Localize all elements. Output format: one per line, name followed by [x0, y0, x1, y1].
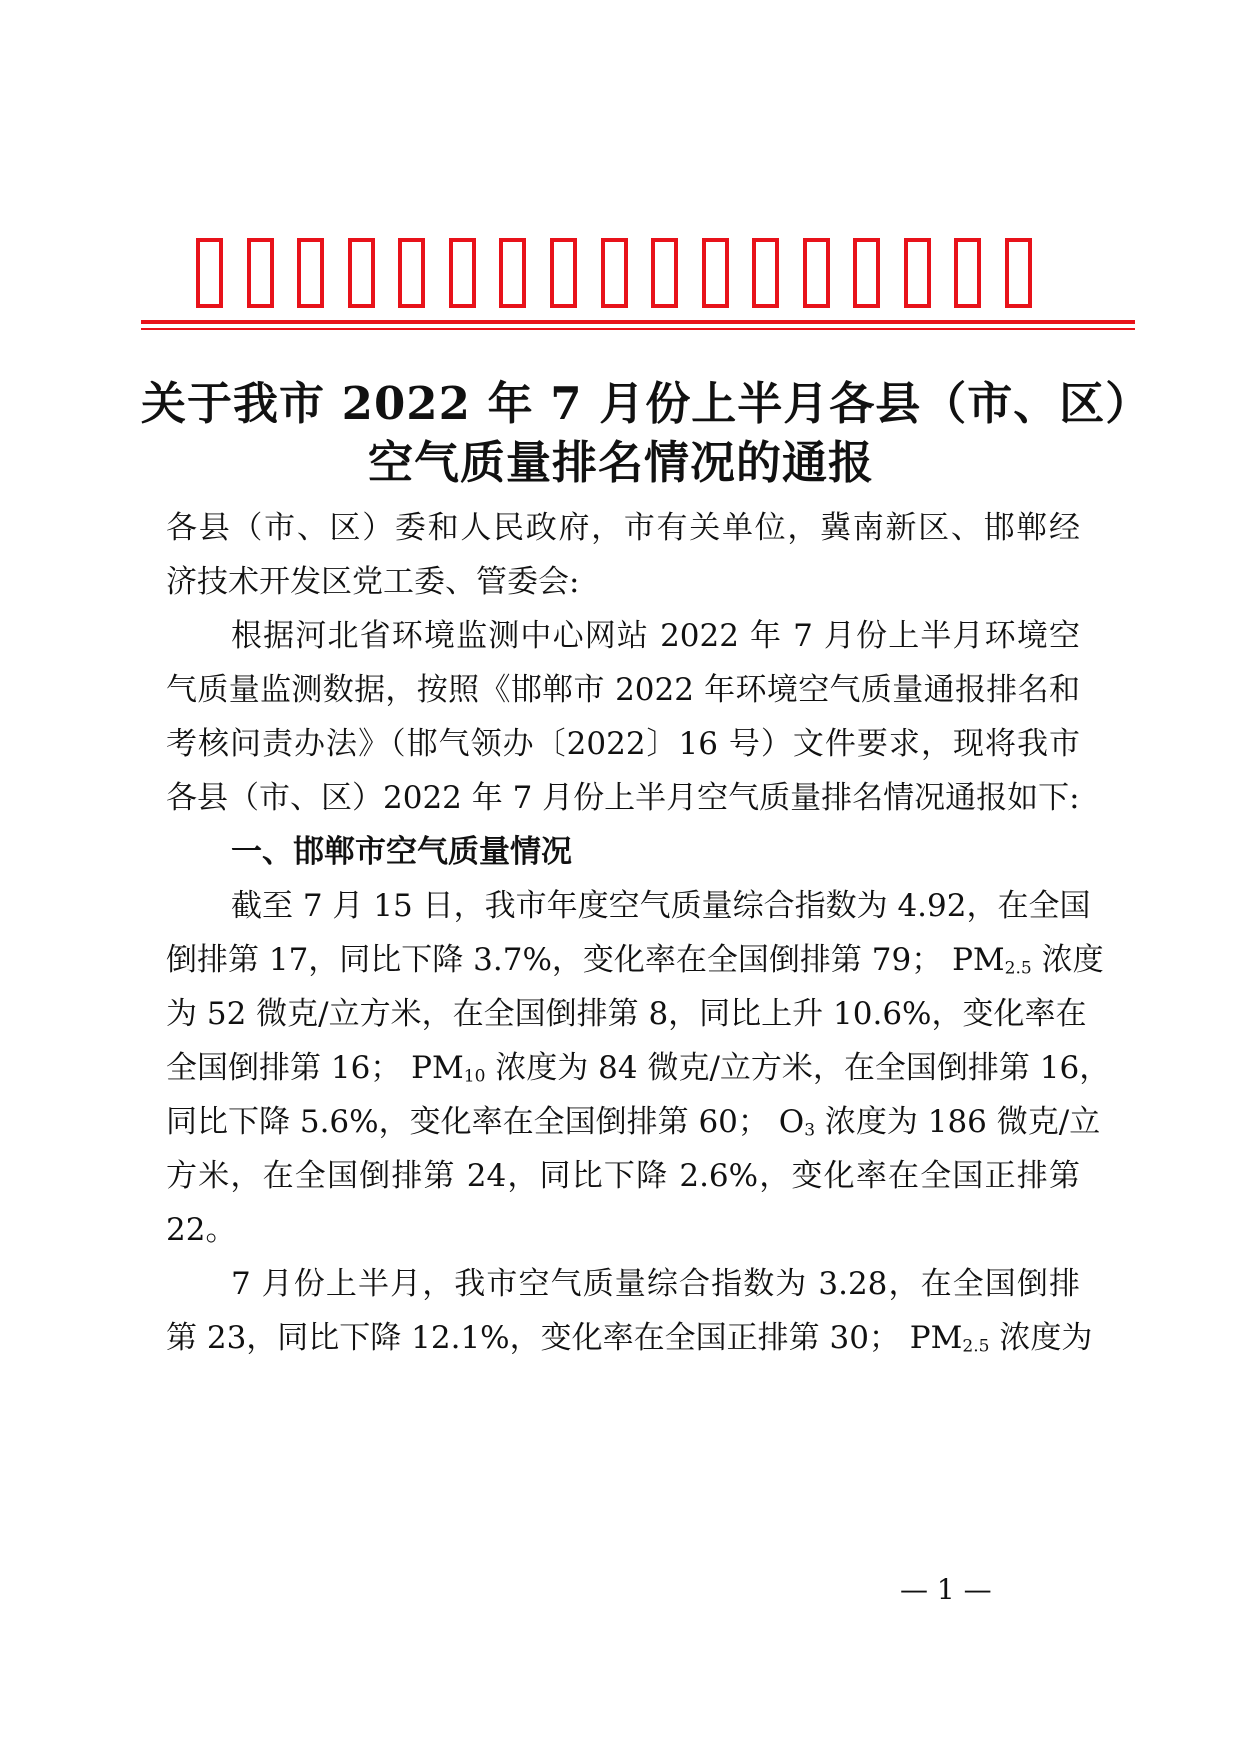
para2-line-2	[166, 1318, 1093, 1358]
addressee-line-1: 各县（市、区）委和人民政府，市有关单位，冀南新区、邯郸经	[166, 510, 1080, 546]
page-number: — 1 —	[900, 1573, 992, 1606]
para1-line-4-text-a: 全国倒排第 16； PM	[166, 1050, 464, 1086]
addressee-line-2: 济技术开发区党工委、管委会:	[166, 564, 580, 600]
masthead-glyph-box	[247, 238, 274, 308]
intro-line-3: 考核问责办法》（邯气领办〔2022〕16 号）文件要求，现将我市	[166, 726, 1080, 762]
para1-line-3: 为 52 微克/立方米，在全国倒排第 8，同比上升 10.6%，变化率在	[166, 996, 1087, 1032]
para2-line-2-text-b: 浓度为	[989, 1320, 1093, 1356]
masthead-glyph-box	[702, 238, 729, 308]
para1-line-2	[166, 940, 1104, 980]
masthead-glyph-box	[348, 238, 375, 308]
para2-line-2-text-a: 第 23，同比下降 12.1%，变化率在全国正排第 30； PM	[166, 1320, 963, 1356]
para1-line-4	[166, 1048, 1111, 1088]
para1-line-6: 方米，在全国倒排第 24，同比下降 2.6%，变化率在全国正排第	[166, 1158, 1080, 1194]
para1-line-4-text-b: 浓度为 84 微克/立方米，在全国倒排第 16，	[485, 1050, 1111, 1086]
pm25-subscript: 2.5	[1004, 958, 1032, 979]
masthead-glyph-box	[297, 238, 324, 308]
para1-line-5	[166, 1102, 1101, 1142]
masthead-glyph-box	[904, 238, 931, 308]
masthead-rule-thin	[141, 328, 1135, 330]
masthead-glyph-box	[499, 238, 526, 308]
pm10-subscript: 10	[463, 1066, 486, 1087]
masthead-glyph-box	[853, 238, 880, 308]
masthead-glyph-box	[449, 238, 476, 308]
masthead-glyph-box	[601, 238, 628, 308]
para1-line-5-text-a: 同比下降 5.6%，变化率在全国倒排第 60； O	[166, 1104, 805, 1140]
masthead-glyph-box	[196, 238, 223, 308]
para1-line-2-text-a: 倒排第 17，同比下降 3.7%，变化率在全国倒排第 79； PM	[166, 942, 1005, 978]
para1-line-5-text-b: 浓度为 186 微克/立	[815, 1104, 1101, 1140]
intro-line-1: 根据河北省环境监测中心网站 2022 年 7 月份上半月环境空	[231, 618, 1080, 654]
para2-line-1: 7 月份上半月，我市空气质量综合指数为 3.28，在全国倒排	[231, 1266, 1080, 1302]
masthead-title	[196, 232, 1032, 314]
masthead-glyph-box	[954, 238, 981, 308]
masthead-rule-thick	[141, 320, 1135, 324]
para1-line-1: 截至 7 月 15 日，我市年度空气质量综合指数为 4.92，在全国	[231, 888, 1091, 924]
masthead-glyph-box	[398, 238, 425, 308]
masthead-glyph-box	[752, 238, 779, 308]
para1-line-2-text-b: 浓度	[1031, 942, 1104, 978]
para1-line-7: 22。	[166, 1212, 237, 1248]
masthead-glyph-box	[803, 238, 830, 308]
masthead-glyph-box	[550, 238, 577, 308]
document-title-line-2: 空气质量排名情况的通报	[367, 436, 874, 489]
o3-subscript: 3	[804, 1120, 816, 1141]
intro-line-2: 气质量监测数据，按照《邯郸市 2022 年环境空气质量通报排名和	[166, 672, 1080, 708]
pm25-subscript-2: 2.5	[962, 1336, 990, 1357]
masthead-glyph-box	[651, 238, 678, 308]
masthead-glyph-box	[1005, 238, 1032, 308]
document-title-line-1: 关于我市 2022 年 7 月份上半月各县（市、区）	[141, 377, 1152, 430]
intro-line-4: 各县（市、区）2022 年 7 月份上半月空气质量排名情况通报如下:	[166, 780, 1080, 816]
section-heading-1: 一、邯郸市空气质量情况	[231, 834, 572, 870]
